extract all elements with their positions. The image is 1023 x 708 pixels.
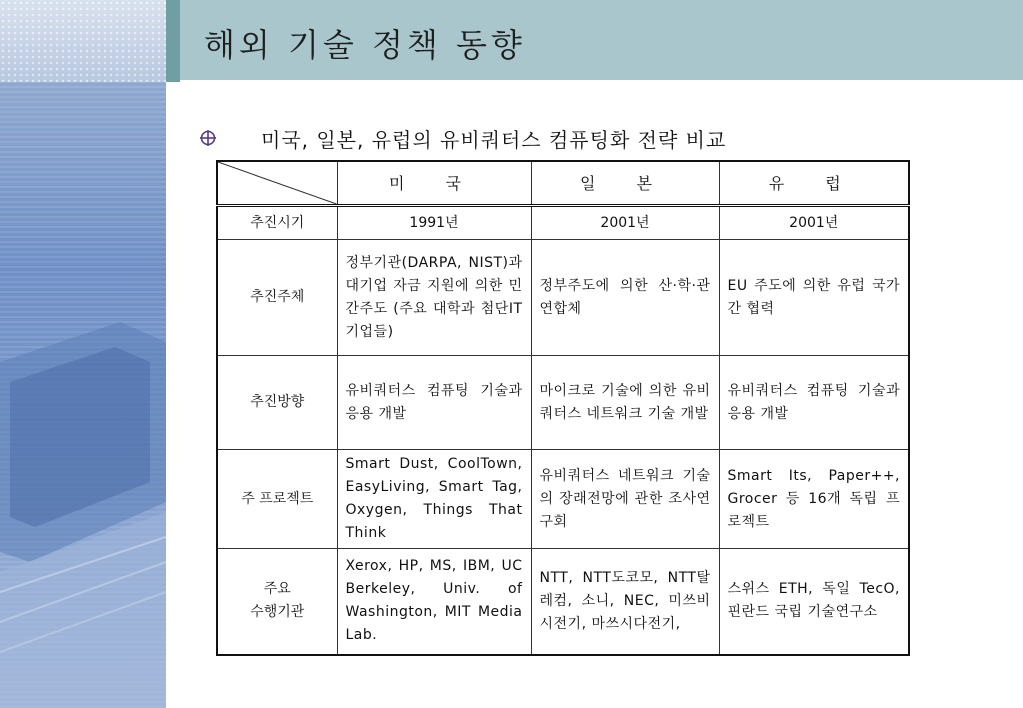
title-bar bbox=[180, 0, 1023, 82]
header-eu: 유 럽 bbox=[719, 161, 909, 206]
decorative-header-left bbox=[0, 0, 166, 82]
header-us: 미 국 bbox=[337, 161, 531, 206]
accent-strip bbox=[166, 0, 180, 82]
cell-jp: 2001년 bbox=[531, 206, 719, 240]
bullet-row bbox=[199, 124, 726, 152]
table-row bbox=[217, 356, 909, 450]
cell-jp: NTT, NTT도코모, NTT탈레컴, 소니, NEC, 미쓰비시전기, 마쓰시다전기, bbox=[531, 549, 719, 655]
cell-eu: EU 주도에 의한 유럽 국가간 협력 bbox=[719, 240, 909, 356]
slide-title: 해외 기술 정책 동향 bbox=[204, 26, 526, 64]
header-jp: 일 본 bbox=[531, 161, 719, 206]
cell-eu: 스위스 ETH, 독일 TecO, 핀란드 국립 기술연구소 bbox=[719, 549, 909, 655]
cell-jp: 유비쿼터스 네트워크 기술의 장래전망에 관한 조사연구회 bbox=[531, 450, 719, 549]
row-label: 추진주체 bbox=[217, 240, 337, 356]
cell-eu: Smart Its, Paper++, Grocer 등 16개 독립 프로젝트 bbox=[719, 450, 909, 549]
row-label: 주 프로젝트 bbox=[217, 450, 337, 549]
table-header-row bbox=[217, 161, 909, 206]
cell-us: 유비쿼터스 컴퓨팅 기술과 응용 개발 bbox=[337, 356, 531, 450]
cell-jp: 정부주도에 의한 산·학·관 연합체 bbox=[531, 240, 719, 356]
table-row bbox=[217, 206, 909, 240]
diagonal-corner-cell bbox=[217, 161, 337, 206]
cell-us: 정부기관(DARPA, NIST)과 대기업 자금 지원에 의한 민간주도 (주요 대학과 첨단IT 기업들) bbox=[337, 240, 531, 356]
comparison-table bbox=[216, 160, 910, 656]
bullet-text: 미국, 일본, 유럽의 유비쿼터스 컴퓨팅화 전략 비교 bbox=[261, 127, 727, 152]
cell-jp: 마이크로 기술에 의한 유비쿼터스 네트워크 기술 개발 bbox=[531, 356, 719, 450]
laptop-illustration bbox=[0, 302, 166, 708]
row-label: 주요 수행기관 bbox=[217, 549, 337, 655]
table-row bbox=[217, 549, 909, 655]
table-row bbox=[217, 450, 909, 549]
row-label: 추진시기 bbox=[217, 206, 337, 240]
cell-us: 1991년 bbox=[337, 206, 531, 240]
cell-eu: 2001년 bbox=[719, 206, 909, 240]
cell-us: Smart Dust, CoolTown, EasyLiving, Smart Tag, Oxygen, Things That Think bbox=[337, 450, 531, 549]
crosshair-bullet-icon bbox=[199, 129, 217, 147]
decorative-side-panel bbox=[0, 82, 166, 708]
table-row bbox=[217, 240, 909, 356]
row-label: 추진방향 bbox=[217, 356, 337, 450]
cell-eu: 유비쿼터스 컴퓨팅 기술과 응용 개발 bbox=[719, 356, 909, 450]
cell-us: Xerox, HP, MS, IBM, UC Berkeley, Univ. of Washington, MIT Media Lab. bbox=[337, 549, 531, 655]
